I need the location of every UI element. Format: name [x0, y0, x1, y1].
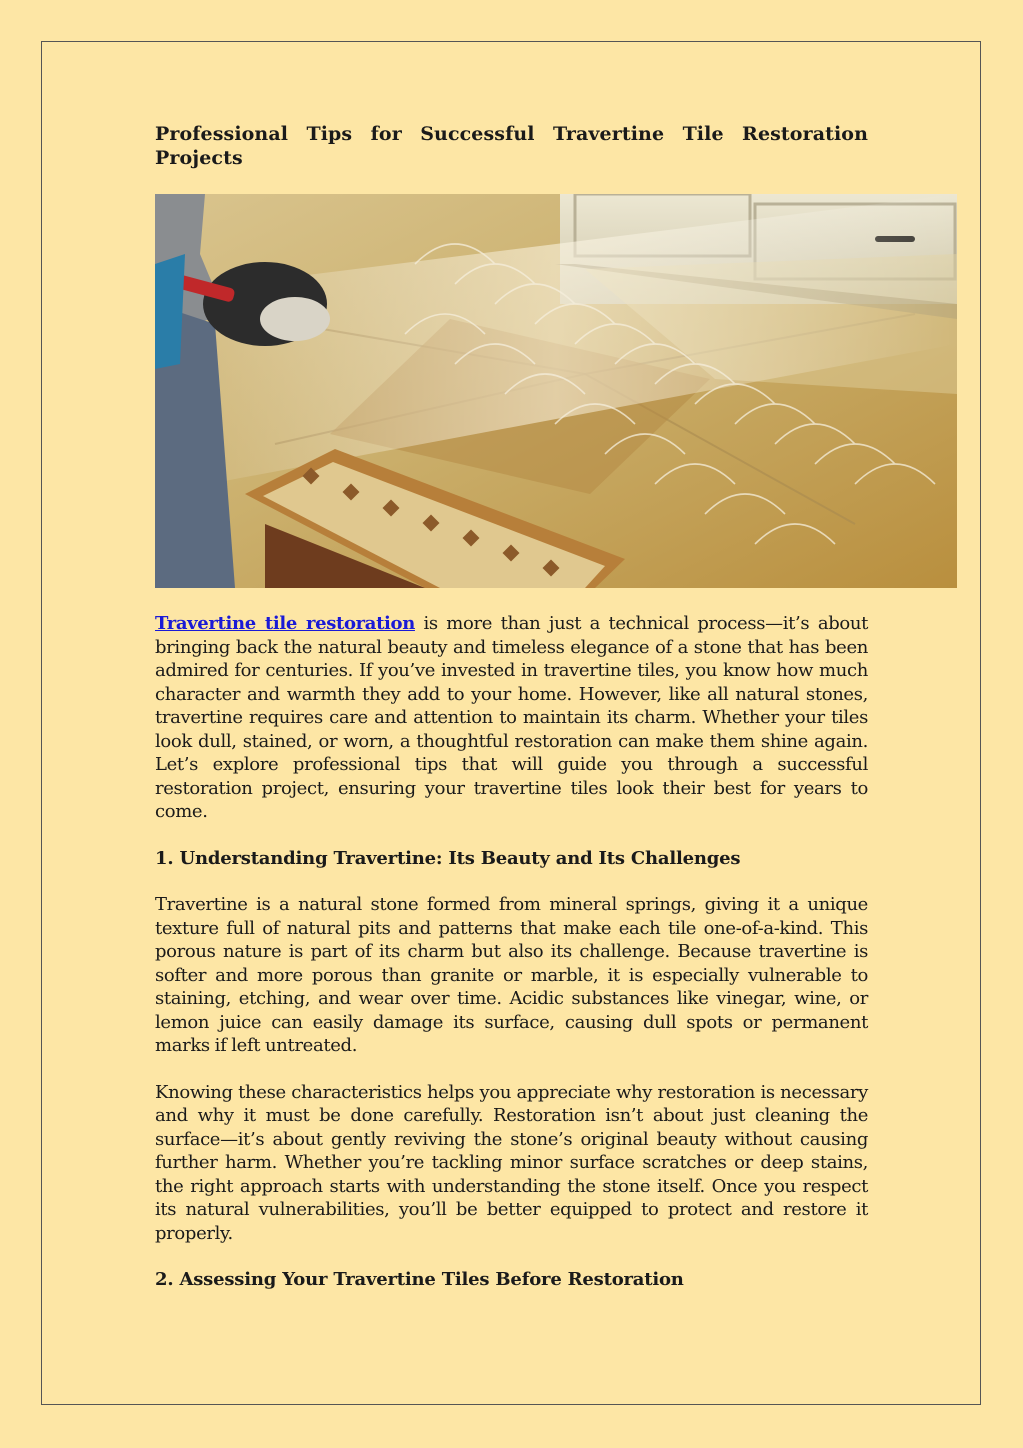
- section1-paragraph-1: Travertine is a natural stone formed from mineral springs, giving it a unique texture full of natural pits and patterns that make each tile one-of-a-kind. This porous nature is part of its charm but also its challenge. Because travertine is softer and more porous than granite or marble, it is especially vulnerable to staining, etching, and wear over time. Acidic substances like vinegar, wine, or lemon juice can easily damage its surface, causing dull spots or permanent marks if left untreated.: [155, 894, 868, 1056]
- travertine-restoration-link[interactable]: Travertine tile restoration: [155, 613, 415, 634]
- intro-text: is more than just a technical process—it’s about bringing back the natural beauty and timeless elegance of a stone that has been admired for centuries. If you’ve invested in travertine tiles, you know how much character and warmth they add to your home. However, like all natural stones, travertine requires care and attention to maintain its charm. Whether your tiles look dull, stained, or worn, a thoughtful restoration can make them shine again. Let’s explore professional tips that will guide you through a successful restoration project, ensuring your travertine tiles look their best for years to come.: [155, 613, 868, 822]
- document-title: Professional Tips for Successful Travertine Tile Restoration Projects: [155, 123, 868, 169]
- section1-paragraph-2: Knowing these characteristics helps you appreciate why restoration is necessary and why it must be done carefully. Restoration isn’t about just cleaning the surface—it’s about gently reviving the stone’s original beauty without causing further harm. Whether you’re tackling minor surface scratches or deep stains, the right approach starts with understanding the stone itself. Once you respect its natural vulnerabilities, you’ll be better equipped to protect and restore it properly.: [155, 1081, 868, 1244]
- hero-image: [155, 194, 957, 588]
- section1-heading: 1. Understanding Travertine: Its Beauty and Its Challenges: [155, 847, 741, 869]
- header: [155, 122, 868, 170]
- article-body: [155, 612, 868, 1315]
- section2-heading: 2. Assessing Your Travertine Tiles Before Restoration: [155, 1269, 684, 1290]
- intro-paragraph: [155, 612, 868, 824]
